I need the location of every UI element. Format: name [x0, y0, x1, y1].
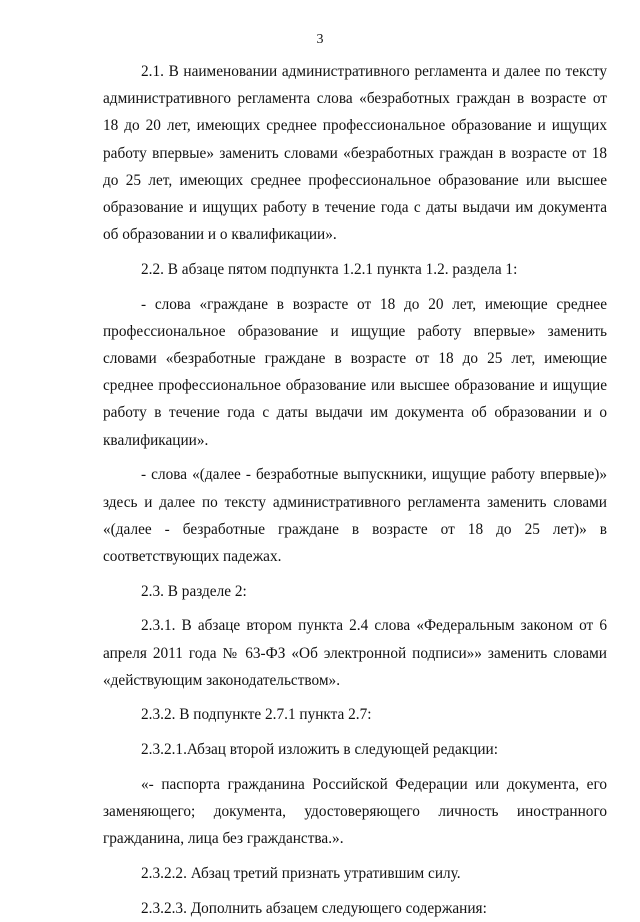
paragraph-2-3-2-1: 2.3.2.1.Абзац второй изложить в следующей редакции:	[141, 741, 498, 759]
document-body	[103, 58, 607, 922]
paragraph-2-2-item-1: - слова «граждане в возрасте от 18 до 20 лет, имеющие среднее профессиональное образование и ищущие работу впервые» заменить словами «безработные граждане в возрасте от 18 до 25 лет, имеющие среднее профессиональное образование или высшее образование и ищущие работу в течение года с даты выдачи им документа об образовании и о квалификации».	[103, 295, 607, 449]
paragraph-2-3: 2.3. В разделе 2:	[141, 582, 247, 600]
page-number: 3	[316, 32, 324, 47]
paragraph-2-2: 2.2. В абзаце пятом подпункта 1.2.1 пункта 1.2. раздела 1:	[141, 260, 518, 278]
paragraph-2-3-2: 2.3.2. В подпункте 2.7.1 пункта 2.7:	[141, 706, 372, 724]
paragraph-2-2-item-2: - слова «(далее - безработные выпускники, ищущие работу впервые)» здесь и далее по тексту административного регламента заменить словами «(далее - безработные граждане в возрасте от 18 до 25 лет)» в соответствующих падежах.	[103, 466, 607, 565]
paragraph-2-3-2-3: 2.3.2.3. Дополнить абзацем следующего содержания:	[141, 899, 487, 917]
paragraph-2-3-2-2: 2.3.2.2. Абзац третий признать утратившим силу.	[141, 864, 461, 882]
paragraph-2-3-1: 2.3.1. В абзаце втором пункта 2.4 слова «Федеральным законом от 6 апреля 2011 года № 63-ФЗ «Об электронной подписи»» заменить словами «действующим законодательством».	[103, 617, 607, 689]
paragraph-2-3-2-1-quote: «- паспорта гражданина Российской Федерации или документа, его заменяющего; документа, удостоверяющего личность иностранного гражданина, лица без гражданства.».	[103, 775, 607, 848]
paragraph-2-1: 2.1. В наименовании административного регламента и далее по тексту административного регламента слова «безработных граждан в возрасте от 18 до 20 лет, имеющих среднее профессиональное образование и ищущих работу впервые» заменить словами «безработных граждан в возрасте от 18 до 25 лет, имеющих среднее профессиональное образование или высшее образование и ищущих работу в течение года с даты выдачи им документа об образовании и о квалификации».	[103, 63, 607, 244]
